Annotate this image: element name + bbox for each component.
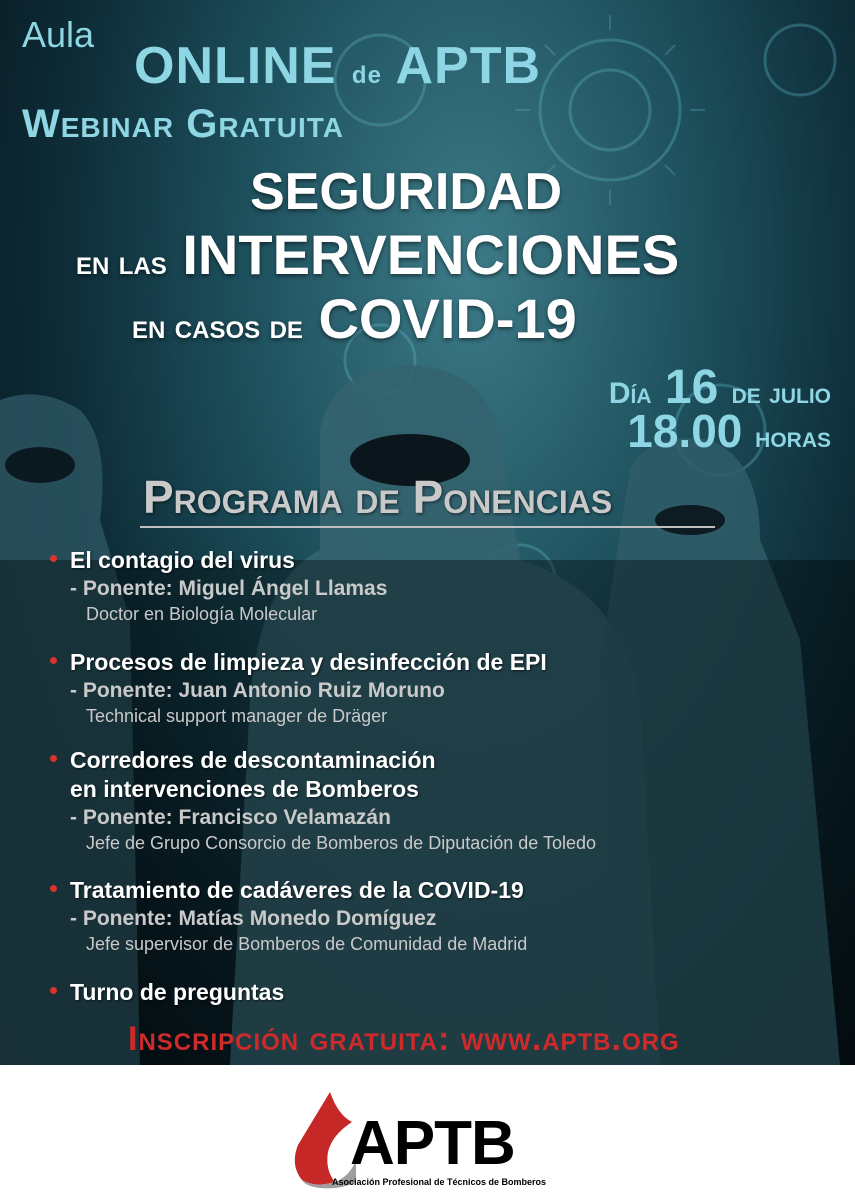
talk-title: Corredores de descontaminación bbox=[70, 747, 436, 773]
online-heading: ONLINE de APTB bbox=[134, 37, 542, 95]
bullet-icon bbox=[50, 555, 57, 562]
talk-item bbox=[50, 876, 527, 956]
bullet-icon bbox=[50, 657, 57, 664]
webinar-label: Webinar Gratuita bbox=[22, 102, 345, 146]
event-date: Día 16 de julio bbox=[608, 361, 831, 414]
talk-speaker: - Ponente: Miguel Ángel Llamas bbox=[70, 577, 388, 600]
bullet-icon bbox=[50, 755, 57, 762]
inscription-link[interactable]: Inscripción gratuita: www.aptb.org bbox=[128, 1020, 680, 1058]
talk-title: Procesos de limpieza y desinfección de EPI bbox=[70, 649, 547, 675]
talk-title-cont: en intervenciones de Bomberos bbox=[70, 776, 419, 802]
logo-subtitle: Asociación Profesional de Técnicos de Bomberos bbox=[332, 1177, 547, 1187]
title-line-1: SEGURIDAD bbox=[250, 163, 563, 221]
talk-speaker: - Ponente: Matías Monedo Domíguez bbox=[70, 907, 437, 930]
program-divider bbox=[140, 526, 715, 528]
talk-title: Tratamiento de cadáveres de la COVID-19 bbox=[70, 877, 524, 903]
logo-wordmark: APTB bbox=[350, 1109, 515, 1178]
talk-speaker: - Ponente: Juan Antonio Ruiz Moruno bbox=[70, 679, 445, 702]
talk-role: Jefe supervisor de Bomberos de Comunidad de Madrid bbox=[86, 934, 528, 954]
talk-speaker: - Ponente: Francisco Velamazán bbox=[70, 806, 391, 829]
aula-label: Aula bbox=[22, 14, 95, 55]
talk-role: Doctor en Biología Molecular bbox=[86, 604, 318, 624]
title-line-3: en casos de COVID-19 bbox=[132, 287, 577, 350]
talk-role: Jefe de Grupo Consorcio de Bomberos de Diputación de Toledo bbox=[86, 833, 596, 853]
talk-item bbox=[50, 746, 596, 855]
program-heading: Programa de Ponencias bbox=[143, 471, 613, 523]
talk-role: Technical support manager de Dräger bbox=[86, 706, 388, 726]
bullet-icon bbox=[50, 885, 57, 892]
talk-title: Turno de preguntas bbox=[70, 979, 285, 1005]
talk-item bbox=[50, 978, 284, 1007]
talk-title: El contagio del virus bbox=[70, 547, 295, 573]
event-time: 18.00 horas bbox=[627, 405, 831, 457]
bullet-icon bbox=[50, 987, 57, 994]
talk-item bbox=[50, 546, 387, 626]
title-line-2: en las INTERVENCIONES bbox=[76, 223, 680, 286]
talk-item bbox=[50, 648, 547, 728]
